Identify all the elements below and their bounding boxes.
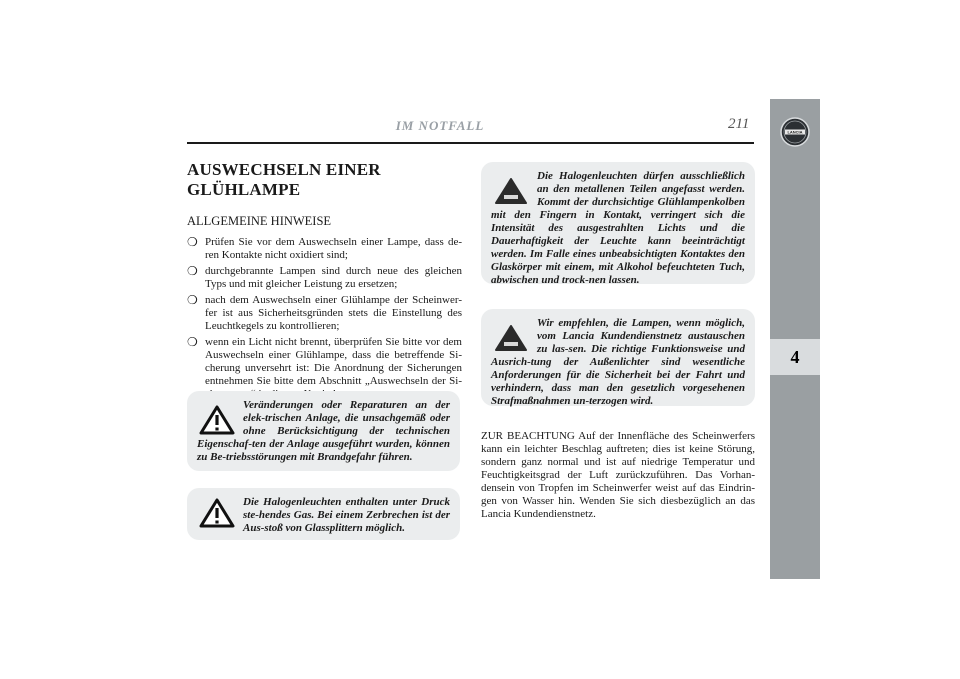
chapter-number-box — [770, 339, 820, 375]
warning-triangle-icon — [199, 498, 235, 528]
note-paragraph: ZUR BEACHTUNG Auf der Innenfläche des Scheinwerfers kann ein leichter Beschlag auftreten; dies ist keine Störung, sondern ganz normal und ist auf niedrige Temperatur und Feuchtigkeitsgrad der Luft zurückzuführen. Das Vorhan-densein von Tropfen im Scheinwerfer weist auf das Eindrin-gen von Wasser hin. Wenden Sie sich diesbezüglich an das Lancia Kundendienstnetz. — [481, 430, 755, 520]
page-header-title: IM NOTFALL — [395, 118, 485, 133]
caution-triangle-icon — [493, 176, 529, 206]
caution-text: Die Halogenleuchten dürfen ausschließlich an den metallenen Teilen angefasst werden. Kommt der durchsichtige Glühlampenkolben mit den Fingern in Kontakt, verringert sich die Intensität des ausgestrahlten Lichts und die Dauerhaftigkeit der Leuchte kann beeinträchtigt werden. Im Falle eines unbeabsichtigten Kontaktes den Glaskörper mit einem, mit Alkohol befeuchteten Tuch, abwischen und trock-nen lassen. — [491, 170, 745, 286]
list-item-text: wenn ein Licht nicht brennt, überprüfen Sie bitte vor dem Auswechseln einer Glühlampe, dass die betreffende Si-cherung unversehrt ist: Die Anordnung der Sicherungen entnehmen Sie bitte dem Abschnitt „Auswechseln der Si- — [205, 336, 462, 387]
hints-list — [187, 236, 462, 401]
chapter-number: 4 — [790, 346, 800, 367]
bullet-icon: ❍ — [187, 335, 198, 349]
list-item-text: nach dem Auswechseln einer Glühlampe der Scheinwer-fer ist aus Sicherheitsgründen stets die Einstellung des Leuchtkegels zu kontrollieren; — [205, 294, 462, 332]
warning-triangle-icon — [199, 405, 235, 435]
caution-text: Wir empfehlen, die Lampen, wenn möglich, vom Lancia Kundendienstnetz austauschen zu las-sen. Die richtige Funktionsweise und Ausrich-tung der Außenlichter sind wesentliche Anforderungen für die Sicherheit bei der Fahrt und verhindern, dass man den gesetzlich vorgesehenen Strafmaßnahmen un-terzogen wird. — [491, 317, 745, 407]
bullet-icon: ❍ — [187, 293, 198, 307]
page-number: 211 — [728, 116, 750, 132]
warning-box-electrical — [187, 391, 460, 471]
warning-text: Die Halogenleuchten enthalten unter Druck ste-hendes Gas. Bei einem Zerbrechen ist der Aus-stoß von Glassplittern möglich. — [243, 496, 450, 534]
logo-text: LANCIA — [787, 129, 803, 135]
list-item — [187, 265, 462, 291]
warning-box-halogen — [187, 488, 460, 540]
chapter-side-tab — [770, 99, 820, 579]
list-item-text: Prüfen Sie vor dem Auswechseln einer Lampe, dass de-ren Kontakte nicht oxidiert sind; — [205, 236, 462, 261]
lancia-logo-icon — [779, 116, 811, 148]
list-item — [187, 294, 462, 333]
header-rule — [187, 142, 754, 144]
caution-box-service — [481, 309, 755, 406]
list-item-text: durchgebrannte Lampen sind durch neue des gleichen Typs und mit gleicher Leistung zu ersetzen; — [205, 265, 462, 290]
bullet-icon: ❍ — [187, 235, 198, 249]
bullet-icon: ❍ — [187, 264, 198, 278]
caution-triangle-icon — [493, 323, 529, 353]
section-title: AUSWECHSELN EINER GLÜHLAMPE — [187, 160, 381, 199]
left-column — [187, 160, 462, 404]
caution-box-handling — [481, 162, 755, 284]
subsection-title: ALLGEMEINE HINWEISE — [187, 214, 332, 228]
warning-text: Veränderungen oder Reparaturen an der elek-trischen Anlage, die unsachgemäß oder ohne Berücksichtigung der technischen Eigenschaf-ten der Anlage ausgeführt wurden, können zu Be-triebsstörungen mit Brandgefahr führen. — [197, 399, 450, 463]
list-item — [187, 236, 462, 262]
